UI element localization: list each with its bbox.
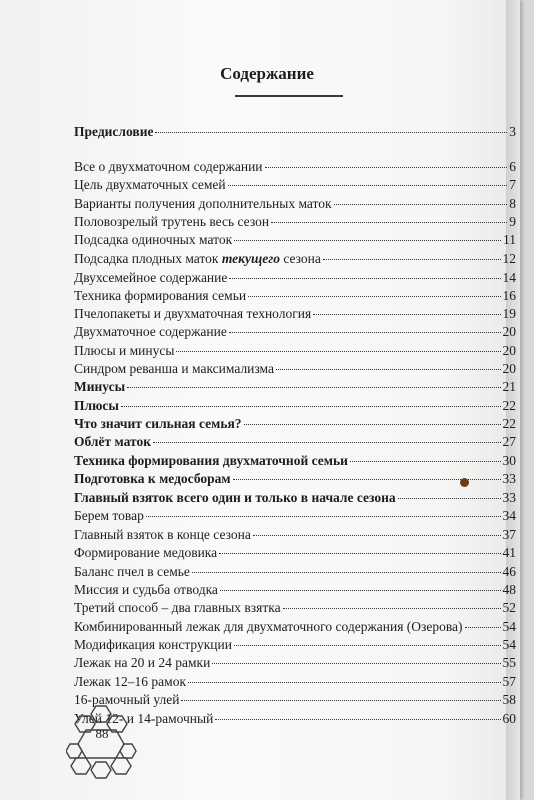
toc-page-number: 58: [502, 692, 516, 707]
toc-entry-title: Техника формирования семьи: [74, 288, 247, 303]
toc-entry-title: Синдром реванша и максимализма: [74, 361, 274, 376]
toc-entry-title: Облёт маток: [74, 434, 151, 449]
toc-entry-title: Главный взяток всего один и только в начале сезона: [74, 490, 396, 505]
toc-page-number: 16: [502, 288, 516, 303]
toc-entry-title: Лежак 12–16 рамок: [74, 674, 187, 689]
dot-leader: [283, 608, 501, 609]
toc-entry-title: Цель двухматочных семей: [74, 177, 226, 192]
dot-leader: [176, 351, 500, 352]
dot-leader: [234, 645, 501, 646]
dot-leader: [188, 682, 500, 683]
toc-entry-title: Модификация конструкции: [74, 637, 232, 652]
toc-page-number: 57: [502, 674, 516, 689]
dot-leader: [153, 442, 501, 443]
toc-entry-title: Берем товар: [74, 508, 144, 523]
toc-page-number: 14: [502, 270, 516, 285]
toc-row: [74, 600, 516, 618]
toc-page-number: 6: [509, 159, 516, 174]
toc-entry-title: Лежак на 20 и 24 рамки: [74, 655, 211, 670]
toc-entry-title: Формирование медовика: [74, 545, 218, 560]
dot-leader: [127, 387, 500, 388]
toc-row: [74, 416, 516, 434]
toc-row: [74, 379, 516, 397]
toc-page-number: 22: [502, 398, 516, 413]
toc-entry-title: Минусы: [74, 379, 126, 394]
toc-row: [74, 343, 516, 361]
dot-leader: [146, 516, 501, 517]
dot-leader: [244, 424, 501, 425]
toc-row: [74, 655, 516, 673]
dot-leader: [276, 369, 501, 370]
toc-entry-title: Подсадка одиночных маток: [74, 232, 233, 247]
toc-row: [74, 508, 516, 526]
toc-entry-title: Плюсы и минусы: [74, 343, 175, 358]
toc-page-number: 30: [502, 453, 516, 468]
toc-row: [74, 545, 516, 563]
toc-entry-title: Все о двухматочном содержании: [74, 159, 263, 174]
toc-page-number: 12: [502, 251, 516, 266]
dot-leader: [219, 553, 500, 554]
toc-row: [74, 361, 516, 379]
toc-row: [74, 159, 516, 177]
toc-entry-title: Подсадка плодных маток текущего сезона: [74, 251, 321, 266]
toc-entry-title: Двухматочное содержание: [74, 324, 227, 339]
toc-row: [74, 619, 516, 637]
toc-entry-title: Половозрелый трутень весь сезон: [74, 214, 270, 229]
dot-leader: [192, 572, 501, 573]
toc-row: [74, 434, 516, 452]
dot-leader: [228, 185, 508, 186]
toc-entry-title: Миссия и судьба отводка: [74, 582, 218, 597]
toc-page-number: 33: [502, 490, 516, 505]
toc-row: [74, 637, 516, 655]
dot-leader: [220, 590, 501, 591]
dot-leader: [155, 132, 507, 133]
toc-page-number: 54: [502, 637, 516, 652]
toc-entry-title: Варианты получения дополнительных маток: [74, 196, 332, 211]
toc-row: [74, 453, 516, 471]
toc-page-number: 20: [502, 324, 516, 339]
toc-page-number: 54: [502, 619, 516, 634]
page-title: Содержание: [220, 64, 314, 83]
toc-entry-title: Предисловие: [74, 124, 154, 139]
dot-leader: [181, 700, 500, 701]
toc-row: [74, 124, 516, 142]
toc-page-number: 9: [509, 214, 516, 229]
toc-entry-title: Что значит сильная семья?: [74, 416, 242, 431]
page-number: 88: [95, 726, 109, 741]
toc-page-number: 7: [509, 177, 516, 192]
toc-row: [74, 288, 516, 306]
toc-page-number: 20: [502, 361, 516, 376]
toc-row: [74, 674, 516, 692]
toc-entry-title: Улей 12- и 14-рамочный: [74, 711, 214, 726]
toc-row: [74, 214, 516, 232]
toc-page-number: 22: [502, 416, 516, 431]
toc-row: [74, 232, 516, 250]
toc-row: [74, 306, 516, 324]
dot-leader: [323, 259, 501, 260]
stain-mark: [460, 478, 469, 487]
toc-row: [74, 582, 516, 600]
dot-leader: [350, 461, 501, 462]
toc-row: [74, 490, 516, 508]
dot-leader: [121, 406, 501, 407]
toc-page-number: 52: [502, 600, 516, 615]
toc-row: [74, 564, 516, 582]
toc-entry-title: Техника формирования двухматочной семьи: [74, 453, 348, 468]
toc-page-number: 3: [509, 124, 516, 139]
toc-page-number: 33: [502, 471, 516, 486]
toc-row: [74, 251, 516, 269]
toc-page-number: 55: [502, 655, 516, 670]
dot-leader: [265, 167, 508, 168]
toc-row: [74, 471, 516, 489]
toc-row: [74, 196, 516, 214]
dot-leader: [234, 240, 501, 241]
toc-page-number: 19: [502, 306, 516, 321]
toc-entry-title: 16-рамочный улей: [74, 692, 180, 707]
toc-page-number: 48: [502, 582, 516, 597]
toc-row: [74, 177, 516, 195]
toc-entry-title: Пчелопакеты и двухматочная технология: [74, 306, 312, 321]
toc-page-number: 37: [502, 527, 516, 542]
toc-entry-title: Подготовка к медосборам: [74, 471, 231, 486]
toc-page-number: 46: [502, 564, 516, 579]
toc-row: [74, 398, 516, 416]
toc-page-number: 20: [502, 343, 516, 358]
title-underline: [235, 95, 343, 97]
dot-leader: [215, 719, 500, 720]
toc-page-number: 8: [509, 196, 516, 211]
toc-row: [74, 324, 516, 342]
dot-leader: [248, 296, 500, 297]
dot-leader: [398, 498, 501, 499]
toc-entry-title: Третий способ – два главных взятка: [74, 600, 281, 615]
toc-page-number: 21: [502, 379, 516, 394]
toc-page-number: 41: [502, 545, 516, 560]
dot-leader: [334, 204, 508, 205]
dot-leader: [271, 222, 507, 223]
toc-page-number: 34: [502, 508, 516, 523]
toc-row: [74, 527, 516, 545]
toc-entry-title: Комбинированный лежак для двухматочного содержания (Озерова): [74, 619, 463, 634]
toc-entry-title: Двухсемейное содержание: [74, 270, 228, 285]
toc-page-number: 60: [502, 711, 516, 726]
dot-leader: [313, 314, 500, 315]
toc-page-number: 27: [502, 434, 516, 449]
toc-row: [74, 270, 516, 288]
dot-leader: [229, 278, 500, 279]
toc-page-number: 11: [503, 232, 516, 247]
dot-leader: [229, 332, 501, 333]
toc-entry-title: Плюсы: [74, 398, 119, 413]
dot-leader: [253, 535, 501, 536]
dot-leader: [465, 627, 501, 628]
toc-entry-title: Главный взяток в конце сезона: [74, 527, 251, 542]
toc-entry-title: Баланс пчел в семье: [74, 564, 190, 579]
dot-leader: [212, 663, 500, 664]
